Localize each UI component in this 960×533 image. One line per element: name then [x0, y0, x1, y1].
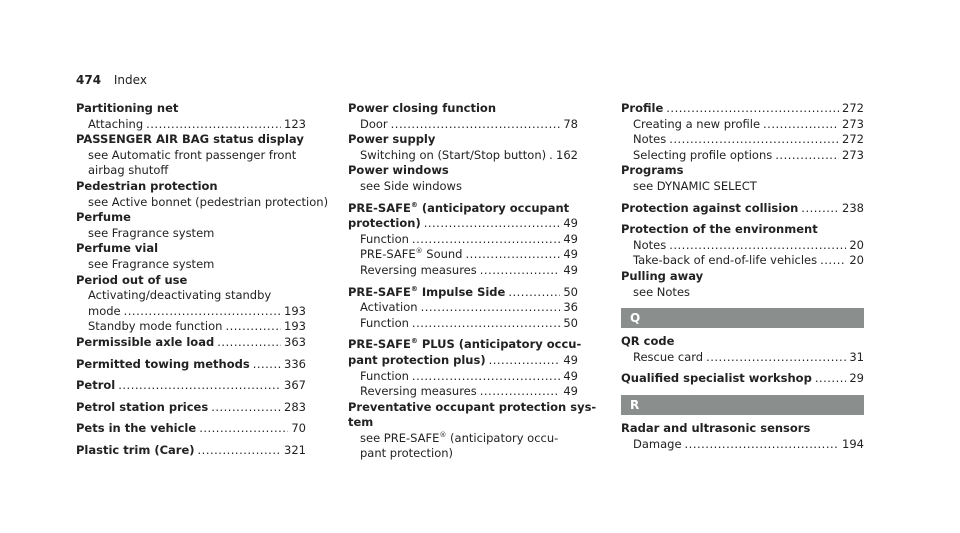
dot-leader [801, 201, 839, 217]
index-entry [348, 163, 578, 179]
index-column-3 [621, 101, 864, 452]
index-subentry [348, 384, 578, 400]
dot-leader [412, 232, 560, 248]
entry-label: see PRE-SAFE® (anticipatory occu- [360, 430, 559, 445]
index-subentry [76, 319, 306, 335]
page-reference[interactable]: 31 [849, 349, 864, 364]
entry-label: Perfume [76, 210, 131, 225]
index-entry [76, 179, 306, 195]
index-subentry [76, 194, 329, 211]
index-subentry [621, 238, 864, 254]
entry-label: Pulling away [621, 268, 704, 283]
index-entry [348, 201, 578, 217]
index-entry [348, 399, 597, 416]
entry-label: QR code [621, 334, 675, 349]
page-reference[interactable]: 273 [842, 116, 864, 131]
entry-label: Reversing measures [360, 262, 477, 277]
dot-leader [706, 350, 846, 366]
page-reference[interactable]: 273 [842, 147, 864, 162]
index-column-2 [348, 101, 597, 462]
index-entry [76, 378, 306, 394]
entry-label: Profile [621, 101, 664, 115]
index-entry [348, 132, 578, 148]
entry-label: Activating/deactivating standby [88, 288, 272, 303]
index-subentry [76, 148, 306, 164]
entry-label: PRE-SAFE® Impulse Side [348, 284, 506, 299]
dot-leader [508, 285, 560, 301]
entry-label: Selecting profile options [633, 147, 773, 162]
index-letter-heading: R [621, 395, 864, 415]
dot-leader [685, 437, 840, 453]
dot-leader [198, 443, 282, 459]
entry-label: Protection of the environment [621, 222, 818, 237]
index-subentry [621, 285, 864, 301]
page-reference[interactable]: 336 [284, 356, 306, 371]
index-entry [348, 337, 582, 353]
index-subentry [621, 117, 864, 133]
page-reference[interactable]: 283 [284, 399, 306, 414]
index-subentry [348, 369, 578, 385]
index-entry [621, 421, 864, 437]
entry-label: Partitioning net [76, 101, 179, 115]
entry-label: Pets in the vehicle [76, 421, 197, 436]
entry-label: Period out of use [76, 272, 188, 287]
entry-label: Notes [633, 132, 667, 147]
index-subentry [348, 316, 578, 332]
page-reference[interactable]: 49 [563, 384, 578, 399]
page-reference[interactable]: 49 [563, 368, 578, 383]
page-reference[interactable]: 49 [563, 352, 578, 367]
entry-label: Attaching [88, 116, 144, 131]
entry-label: Plastic trim (Care) [76, 442, 195, 457]
index-subentry [76, 163, 306, 179]
entry-label: see Fragrance system [88, 225, 215, 240]
index-subentry [621, 148, 864, 164]
entry-label: see Notes [633, 284, 691, 299]
dot-leader [480, 263, 561, 279]
page-header [76, 73, 147, 87]
entry-label: Permitted towing methods [76, 356, 250, 371]
page-number: 474 [76, 73, 102, 87]
index-entry [76, 357, 306, 373]
dot-leader [118, 378, 281, 394]
page-reference[interactable]: 70 [291, 421, 306, 436]
page-reference[interactable]: 238 [842, 200, 864, 215]
page-reference[interactable]: 50 [563, 315, 578, 330]
page-reference[interactable]: 49 [563, 247, 578, 262]
index-subentry [348, 300, 578, 316]
dot-leader [199, 421, 288, 437]
dot-leader [412, 369, 560, 385]
entry-label: PRE-SAFE® PLUS (anticipatory occu- [348, 337, 582, 352]
index-entry [76, 273, 306, 289]
dot-leader [225, 319, 281, 335]
index-subentry [76, 288, 306, 304]
page-reference[interactable]: 20 [849, 237, 864, 252]
index-entry [621, 269, 864, 285]
entry-label: tem [348, 415, 374, 430]
entry-label: airbag shutoff [88, 163, 169, 178]
index-entry [621, 371, 864, 387]
entry-label: Permissible axle load [76, 334, 215, 349]
index-entry [621, 334, 864, 350]
index-subentry [348, 431, 578, 447]
dot-leader [465, 247, 560, 263]
dot-leader [424, 216, 561, 232]
entry-label: Notes [633, 237, 667, 252]
entry-label: PRE-SAFE® (anticipatory occupant [348, 200, 570, 215]
entry-label: Radar and ultrasonic sensors [621, 420, 811, 435]
page-reference[interactable]: 49 [563, 231, 578, 246]
entry-label: pant protection) [360, 446, 454, 461]
index-column-1 [76, 101, 329, 458]
dot-leader [669, 132, 839, 148]
dot-leader [763, 117, 839, 133]
entry-label: mode [88, 303, 121, 318]
page-reference[interactable]: 29 [849, 371, 864, 386]
entry-label: Programs [621, 163, 684, 178]
dot-leader [412, 316, 560, 332]
section-title: Index [113, 73, 147, 87]
index-entry [76, 335, 306, 351]
dot-leader [391, 117, 561, 133]
page-reference[interactable]: 49 [563, 262, 578, 277]
page-reference[interactable]: 162 [556, 147, 578, 162]
page-reference[interactable]: 193 [284, 319, 306, 334]
index-entry [348, 216, 578, 232]
index-entry [348, 285, 578, 301]
entry-label: Perfume vial [76, 241, 159, 256]
page-reference[interactable]: 36 [563, 300, 578, 315]
entry-label: Standby mode function [88, 319, 223, 334]
index-subentry [348, 179, 578, 195]
entry-label: Petrol [76, 378, 116, 393]
dot-leader [253, 357, 281, 373]
entry-label: Power supply [348, 132, 436, 147]
entry-label: Function [360, 368, 409, 383]
dot-leader [146, 117, 281, 133]
page-reference[interactable]: 123 [284, 116, 306, 131]
page-reference[interactable]: 20 [849, 253, 864, 268]
index-subentry [621, 179, 864, 195]
entry-label: Pedestrian protection [76, 178, 218, 193]
entry-label: Power windows [348, 163, 449, 178]
entry-label: Damage [633, 436, 682, 451]
dot-leader [489, 353, 561, 369]
page-reference[interactable]: 321 [284, 442, 306, 457]
entry-label: Petrol station prices [76, 399, 209, 414]
page-reference[interactable]: 272 [842, 101, 864, 115]
dot-leader [480, 384, 561, 400]
entry-label: PASSENGER AIR BAG status display [76, 132, 304, 147]
index-letter-heading: Q [621, 308, 864, 328]
entry-label: Power closing function [348, 101, 497, 115]
index-entry [621, 163, 864, 179]
entry-label: see Automatic front passenger front [88, 147, 297, 162]
dot-leader [820, 253, 846, 269]
page-reference[interactable]: 49 [563, 216, 578, 231]
entry-label: Rescue card [633, 349, 704, 364]
index-subentry [76, 117, 306, 133]
entry-label: Preventative occupant protection sys- [348, 399, 597, 414]
entry-label: Protection against collision [621, 200, 799, 215]
index-entry [621, 101, 864, 117]
page-reference[interactable]: 50 [563, 284, 578, 299]
index-entry [76, 132, 306, 148]
page-reference[interactable]: 363 [284, 334, 306, 349]
index-entry [621, 201, 864, 217]
entry-label: Reversing measures [360, 384, 477, 399]
index-entry [76, 101, 306, 117]
index-subentry [348, 446, 578, 462]
index-entry [348, 415, 578, 431]
entry-label: protection) [348, 216, 421, 231]
index-subentry [76, 304, 306, 320]
index-entry [76, 400, 306, 416]
entry-label: Take-back of end-of-life vehicles [633, 253, 818, 268]
index-subentry [348, 247, 578, 263]
entry-label: see DYNAMIC SELECT [633, 178, 757, 193]
entry-label: see Active bonnet (pedestrian protection) [88, 194, 329, 209]
entry-label: Function [360, 231, 409, 246]
index-subentry [348, 117, 578, 133]
dot-leader [815, 371, 847, 387]
entry-label: Qualified specialist workshop [621, 371, 812, 386]
entry-label: Creating a new profile [633, 116, 761, 131]
entry-label: Activation [360, 300, 418, 315]
index-subentry [621, 132, 864, 148]
index-entry [76, 210, 306, 226]
index-entry [621, 222, 864, 238]
page-reference[interactable]: 78 [563, 116, 578, 131]
dot-leader [549, 148, 553, 164]
index-subentry [348, 148, 578, 164]
index-subentry [76, 257, 306, 273]
index-subentry [621, 253, 864, 269]
index-subentry [621, 350, 864, 366]
entry-label: Door [360, 116, 388, 131]
dot-leader [217, 335, 281, 351]
dot-leader [669, 238, 846, 254]
dot-leader [124, 304, 281, 320]
dot-leader [775, 148, 839, 164]
page-reference[interactable]: 193 [284, 303, 306, 318]
entry-label: see Side windows [360, 178, 462, 193]
dot-leader [421, 300, 561, 316]
index-subentry [621, 437, 864, 453]
entry-label: PRE-SAFE® Sound [360, 247, 463, 262]
index-entry [76, 443, 306, 459]
index-entry [76, 421, 306, 437]
index-entry [76, 241, 306, 257]
entry-label: pant protection plus) [348, 352, 486, 367]
dot-leader [211, 400, 281, 416]
page-reference[interactable]: 272 [842, 132, 864, 147]
page-reference[interactable]: 194 [842, 436, 864, 451]
entry-label: see Fragrance system [88, 256, 215, 271]
dot-leader [666, 101, 839, 117]
index-subentry [76, 226, 306, 242]
entry-label: Switching on (Start/Stop button) [360, 147, 547, 162]
index-entry [348, 101, 578, 117]
index-entry [348, 353, 578, 369]
index-subentry [348, 232, 578, 248]
entry-label: Function [360, 315, 409, 330]
page-reference[interactable]: 367 [284, 378, 306, 393]
index-subentry [348, 263, 578, 279]
